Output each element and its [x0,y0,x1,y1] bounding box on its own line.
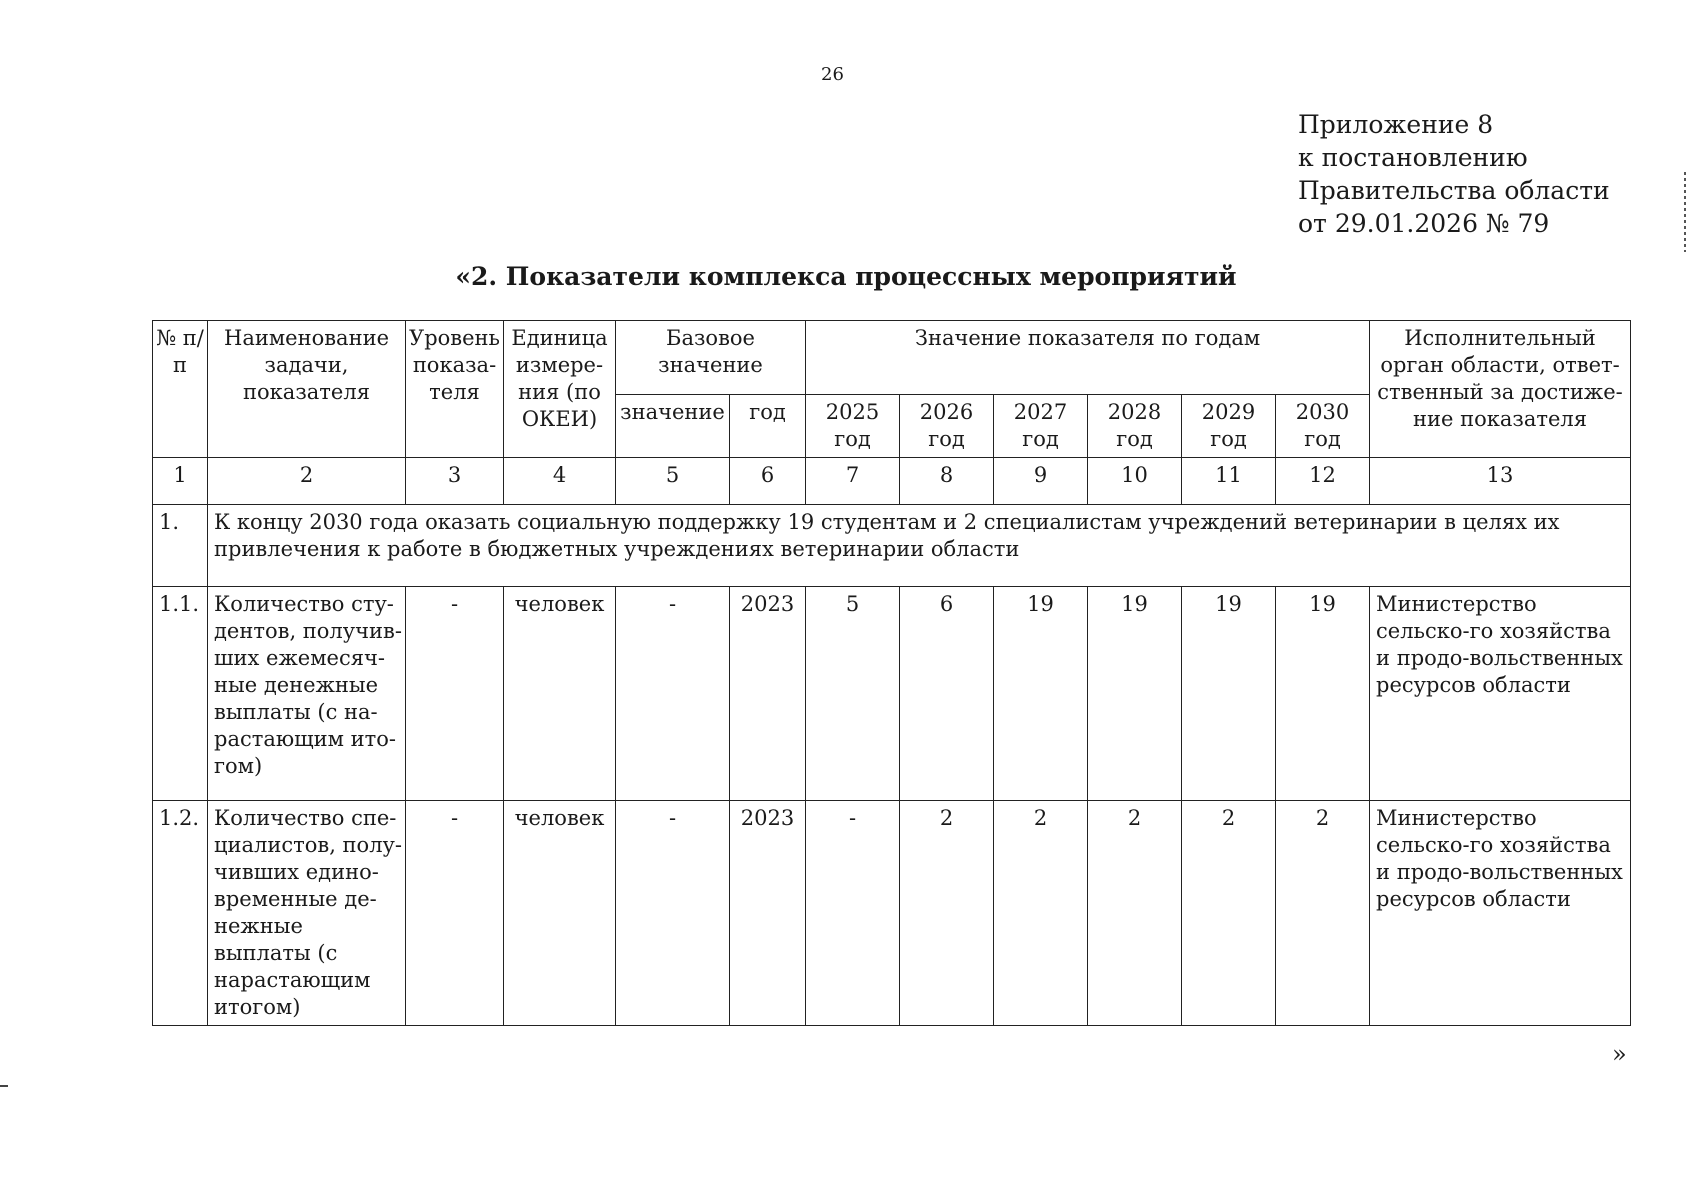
indicator-name: Количество спе-циалистов, полу-чивших едино-временные де-нежные выплаты (с нарастающим итогом) [208,801,406,1026]
column-numbers-row [153,458,1631,505]
header-row-1 [153,321,1631,395]
value-2030: 19 [1276,587,1370,801]
row-number: 1.1. [153,587,208,801]
value-2025: - [806,801,900,1026]
value-2029: 2 [1182,801,1276,1026]
value-2029: 19 [1182,587,1276,801]
column-number: 7 [806,458,900,505]
indicators-table [152,320,1631,1026]
column-number: 2 [208,458,406,505]
base-year: 2023 [730,587,806,801]
value-2026: 6 [900,587,994,801]
indicator-level: - [406,801,504,1026]
header-year-2026: 2026 год [900,395,994,458]
value-2028: 19 [1088,587,1182,801]
value-2027: 2 [994,801,1088,1026]
row-number: 1.2. [153,801,208,1026]
value-2026: 2 [900,801,994,1026]
closing-quote: » [1612,1040,1627,1068]
page-number: 26 [821,64,844,85]
column-number: 9 [994,458,1088,505]
scan-edge-mark [1684,172,1686,252]
column-number: 11 [1182,458,1276,505]
indicator-unit: человек [504,587,616,801]
value-2030: 2 [1276,801,1370,1026]
header-level: Уровень показа-теля [406,321,504,458]
column-number: 10 [1088,458,1182,505]
header-num: № п/п [153,321,208,458]
column-number: 6 [730,458,806,505]
goal-text: К концу 2030 года оказать социальную поддержку 19 студентам и 2 специалистам учреждений ветеринарии в целях их привлечения к работе в бюджетных учреждениях ветеринарии области [208,505,1631,587]
column-number: 13 [1370,458,1631,505]
document-title: «2. Показатели комплекса процессных мероприятий [455,262,1237,291]
header-year-2028: 2028 год [1088,395,1182,458]
header-base-value: значение [616,395,730,458]
indicator-level: - [406,587,504,801]
table-row [153,801,1631,1026]
header-unit: Единица измере-ния (по ОКЕИ) [504,321,616,458]
indicator-name: Количество сту-дентов, получив-ших ежемесяч-ные денежные выплаты (с на-растающим ито-гом) [208,587,406,801]
goal-number: 1. [153,505,208,587]
header-base-year: год [730,395,806,458]
appendix-line-3: Правительства области [1298,176,1610,205]
base-year: 2023 [730,801,806,1026]
header-by-years: Значение показателя по годам [806,321,1370,395]
appendix-block [1298,108,1610,240]
column-number: 4 [504,458,616,505]
appendix-line-4: от 29.01.2026 № 79 [1298,209,1550,238]
appendix-line-1: Приложение 8 [1298,110,1494,139]
value-2025: 5 [806,587,900,801]
value-2027: 19 [994,587,1088,801]
scan-left-mark [0,1085,8,1087]
base-value: - [616,587,730,801]
header-executor: Исполнительный орган области, ответ-ственный за достиже-ние показателя [1370,321,1631,458]
header-year-2029: 2029 год [1182,395,1276,458]
header-year-2030: 2030 год [1276,395,1370,458]
header-base: Базовое значение [616,321,806,395]
goal-row [153,505,1631,587]
indicator-unit: человек [504,801,616,1026]
value-2028: 2 [1088,801,1182,1026]
table-row [153,587,1631,801]
column-number: 8 [900,458,994,505]
column-number: 12 [1276,458,1370,505]
header-year-2027: 2027 год [994,395,1088,458]
column-number: 3 [406,458,504,505]
executor: Министерство сельско-го хозяйства и продо-вольственных ресурсов области [1370,801,1631,1026]
column-number: 5 [616,458,730,505]
appendix-line-2: к постановлению [1298,143,1528,172]
header-year-2025: 2025 год [806,395,900,458]
executor: Министерство сельско-го хозяйства и продо-вольственных ресурсов области [1370,587,1631,801]
column-number: 1 [153,458,208,505]
header-name: Наименование задачи, показателя [208,321,406,458]
base-value: - [616,801,730,1026]
